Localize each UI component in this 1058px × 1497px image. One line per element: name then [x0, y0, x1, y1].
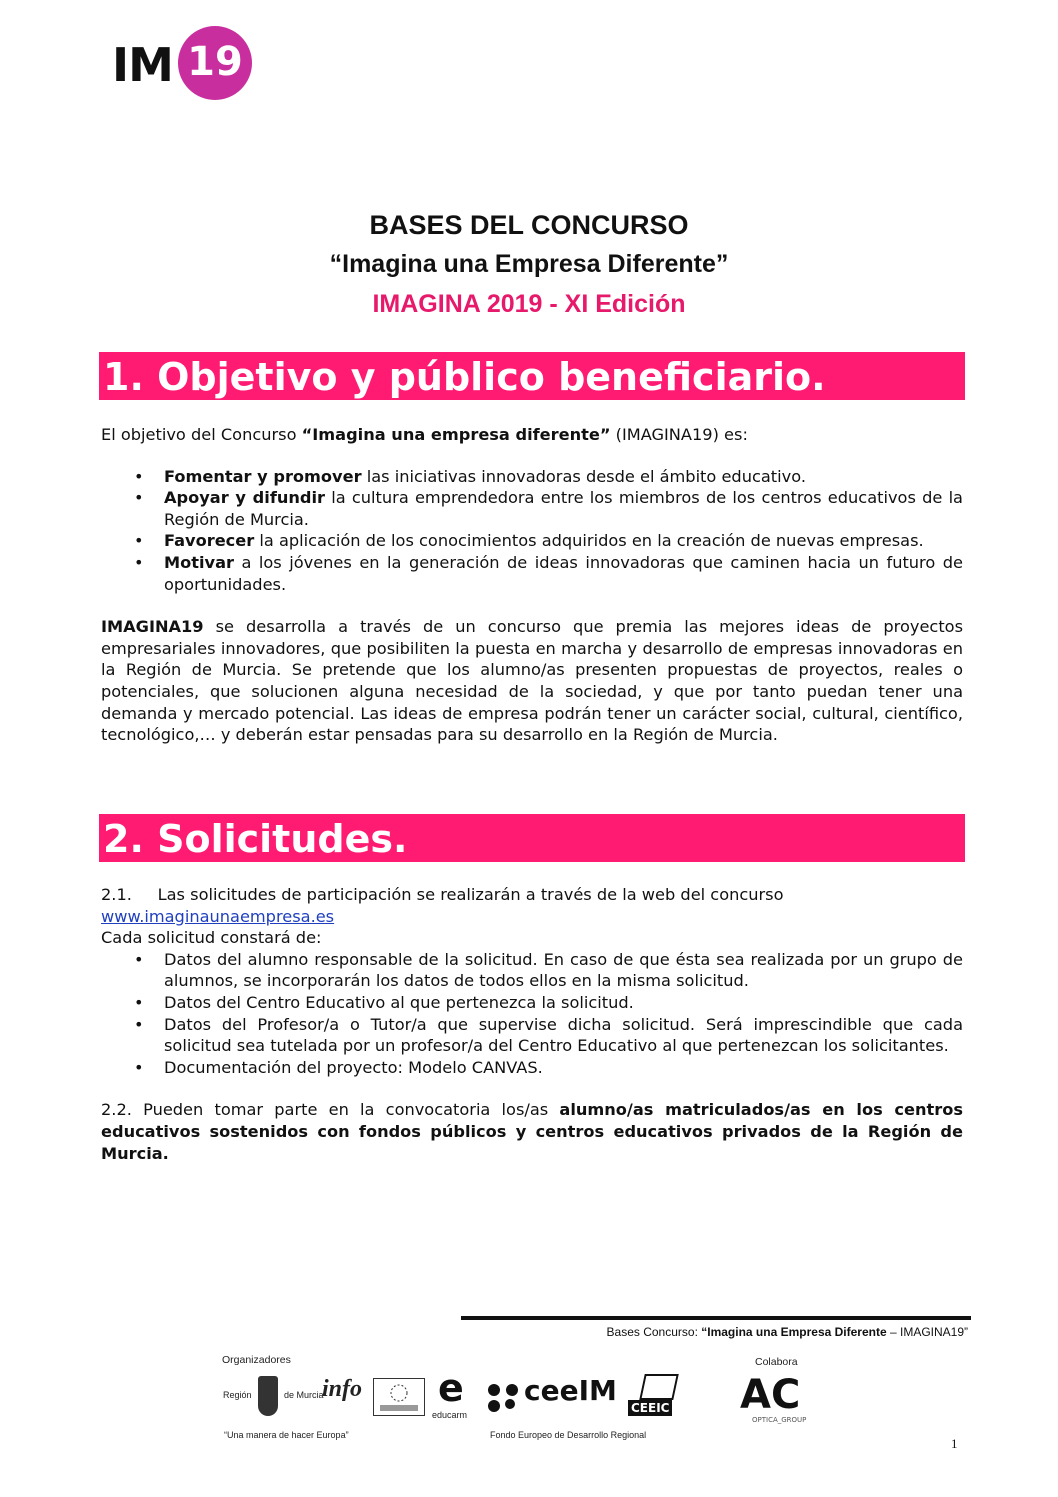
list-item-text: la aplicación de los conocimientos adquiridos en la creación de nuevas empresas.	[254, 531, 924, 551]
intro-text-end: (IMAGINA19) es:	[610, 425, 748, 444]
eu-stars-icon	[374, 1379, 424, 1415]
colabora-label: Colabora	[755, 1356, 798, 1368]
intro-text: El objetivo del Concurso	[101, 425, 302, 444]
list-item-bold: Apoyar y difundir	[164, 488, 326, 508]
logo-prefix: IM	[112, 38, 173, 92]
list-item-text: a los jóvenes en la generación de ideas innovadoras que caminen hacia un futuro de oportunidades.	[164, 552, 963, 594]
list-item: • Documentación del proyecto: Modelo CANVAS.	[101, 1057, 963, 1079]
im19-logo	[112, 26, 252, 102]
list-item	[101, 466, 963, 488]
document-subtitle: “Imagina una Empresa Diferente”	[329, 250, 729, 278]
objectives-list	[101, 466, 963, 596]
section-1-body	[101, 424, 963, 746]
paragraph-2-1: 2.1. Las solicitudes de participación se realizarán a través de la web del concurso	[101, 885, 784, 904]
footer-bold: “Imagina una Empresa Diferente	[701, 1325, 887, 1339]
ceeic-label: CEEIC	[628, 1400, 672, 1416]
sponsor-logos	[220, 1352, 840, 1447]
list-item	[101, 530, 963, 552]
paragraph-bold: IMAGINA19	[101, 617, 204, 637]
website-link[interactable]: www.imaginaunaempresa.es	[101, 906, 335, 926]
document-title-block	[0, 210, 1058, 319]
organizadores-label: Organizadores	[222, 1354, 291, 1366]
document-title: BASES DEL CONCURSO	[369, 210, 689, 240]
section-2-body	[101, 884, 963, 1164]
info-logo: info	[322, 1376, 363, 1402]
list-item-text: la cultura emprendedora entre los miembros de los centros educativos de la Región de Murcia.	[164, 488, 963, 529]
ceeim-logo: ceeIM	[524, 1374, 617, 1407]
ceeim-dots-icon	[484, 1380, 524, 1414]
list-item	[101, 552, 963, 595]
paragraph-2-2-bold: alumno/as matriculados/as en los centros educativos sostenidos con fondos públicos y centros educativos privados de la Región de Murcia.	[101, 1100, 963, 1163]
list-item: • Datos del Profesor/a o Tutor/a que supervise dicha solicitud. Será imprescindible que cada solicitud sea tutelada por un profesor/a del Centro Educativo al que pertenezcan los solicitantes.	[101, 1014, 963, 1057]
ceeic-logo	[628, 1374, 688, 1418]
paragraph-2-2	[101, 1099, 963, 1164]
logo-circle	[178, 26, 252, 100]
paragraph-text: se desarrolla a través de un concurso que premia las mejores ideas de proyectos empresariales innovadores, que posibiliten la puesta en marcha y desarrollo de empresas innovadoras en la Región de Murcia. Se pretende que los alumno/as presenten propuestas de proyectos, reales o potenciales, que solucionen alguna necesidad de la sociedad, y que por tanto puedan tener una demanda y mercado potencial. Las ideas de empresa podrán tener un carácter social, cultural, científico, tecnológico,… y deberán estar pensadas para su desarrollo en la Región de Murcia.	[101, 617, 963, 745]
footer-post: – IMAGINA19”	[886, 1325, 968, 1339]
document-edition: IMAGINA 2019 - XI Edición	[372, 290, 686, 318]
logo-number: 19	[187, 39, 243, 85]
list-item-text: las iniciativas innovadoras desde el ámbito educativo.	[361, 466, 806, 486]
motto-text: “Una manera de hacer Europa”	[224, 1430, 349, 1440]
coat-of-arms-icon	[258, 1376, 278, 1416]
de-murcia-label: de Murcia	[284, 1390, 324, 1400]
paragraph-2-2-text: 2.2. Pueden tomar parte en la convocatoria los/as	[101, 1100, 560, 1120]
section-1-intro	[101, 424, 963, 446]
ac-sublabel: OPTICA_GROUP	[752, 1416, 807, 1424]
eu-flag-icon	[373, 1378, 425, 1416]
ceeic-shape-icon	[639, 1374, 679, 1400]
paragraph-2-1-after: Cada solicitud constará de:	[101, 928, 322, 948]
requirements-list	[101, 949, 963, 1079]
footer-divider	[461, 1316, 971, 1320]
list-item: • Datos del Centro Educativo al que pertenezca la solicitud.	[101, 992, 963, 1014]
list-item: • Datos del alumno responsable de la solicitud. En caso de que ésta sea realizada por un grupo de alumnos, se incorporarán los datos de todos ellos en la misma solicitud.	[101, 949, 963, 992]
section-1-heading: 1. Objetivo y público beneficiario.	[99, 352, 965, 400]
section-2-heading: 2. Solicitudes.	[99, 814, 965, 862]
ac-logo: AC	[740, 1372, 801, 1418]
list-item-bold: Fomentar y promover	[164, 466, 362, 486]
list-item	[101, 487, 963, 530]
footer-pre: Bases Concurso:	[606, 1325, 702, 1339]
page-number: 1	[951, 1436, 958, 1451]
list-item-bold: Favorecer	[164, 531, 255, 551]
imagina-paragraph	[101, 616, 963, 746]
region-label: Región	[223, 1390, 252, 1400]
list-item-bold: Motivar	[164, 552, 234, 572]
footer-caption	[607, 1325, 968, 1339]
fondo-text: Fondo Europeo de Desarrollo Regional	[490, 1430, 647, 1440]
educarm-label: educarm	[432, 1410, 468, 1420]
intro-bold: “Imagina una empresa diferente”	[301, 425, 611, 444]
educarm-e-icon: e	[438, 1366, 464, 1410]
